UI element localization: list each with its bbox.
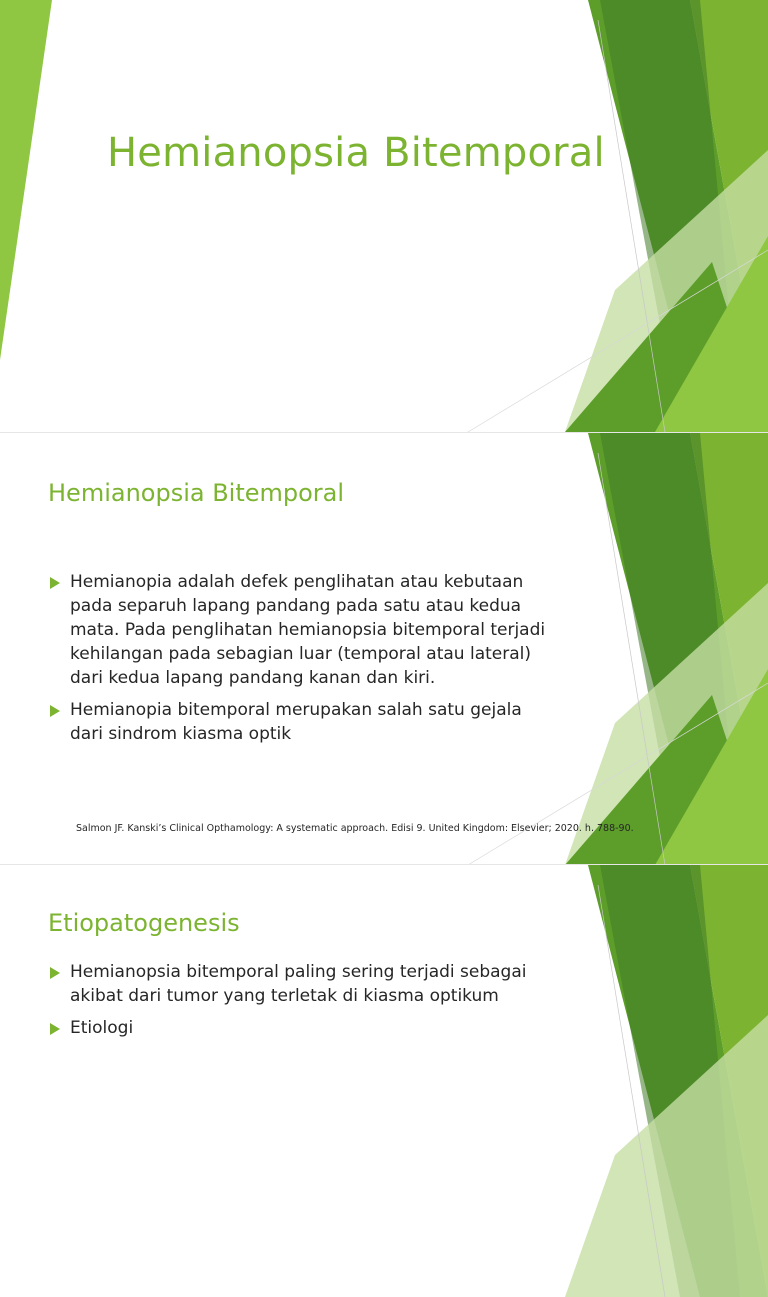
bullet-item	[48, 960, 548, 1008]
bullet-item	[48, 1016, 548, 1040]
bullet-text: Hemianopsia bitemporal paling sering terjadi sebagai akibat dari tumor yang terletak di kiasma optikum	[70, 962, 527, 1006]
slide-heading: Etiopatogenesis	[48, 909, 240, 937]
bullet-arrow-icon	[50, 705, 60, 717]
content-slide-definition	[0, 433, 768, 864]
bullet-text: Etiologi	[70, 1018, 134, 1038]
bullet-arrow-icon	[50, 967, 60, 979]
bullet-item	[48, 570, 548, 690]
slide-title: Hemianopsia Bitemporal	[107, 130, 605, 176]
bullet-text: Hemianopia adalah defek penglihatan atau kebutaan pada separuh lapang pandang pada satu atau kedua mata. Pada penglihatan hemianopsia bitemporal terjadi kehilangan pada sebagian luar (temporal atau lateral) dari kedua lapang pandang kanan dan kiri.	[70, 572, 546, 688]
bullet-list	[48, 960, 548, 1048]
title-slide	[0, 0, 768, 432]
reference-citation: Salmon JF. Kanski’s Clinical Opthamology: A systematic approach. Edisi 9. United Kingdom: Elsevier; 2020. h. 788-90.	[76, 823, 634, 834]
bullet-arrow-icon	[50, 1023, 60, 1035]
bullet-item	[48, 698, 548, 746]
bullet-list	[48, 570, 548, 754]
bullet-arrow-icon	[50, 577, 60, 589]
content-slide-etiopatogenesis	[0, 865, 768, 1038]
bullet-text: Hemianopia bitemporal merupakan salah satu gejala dari sindrom kiasma optik	[70, 700, 522, 744]
slide-heading: Hemianopsia Bitemporal	[48, 479, 345, 507]
right-green-triangles	[0, 0, 768, 432]
